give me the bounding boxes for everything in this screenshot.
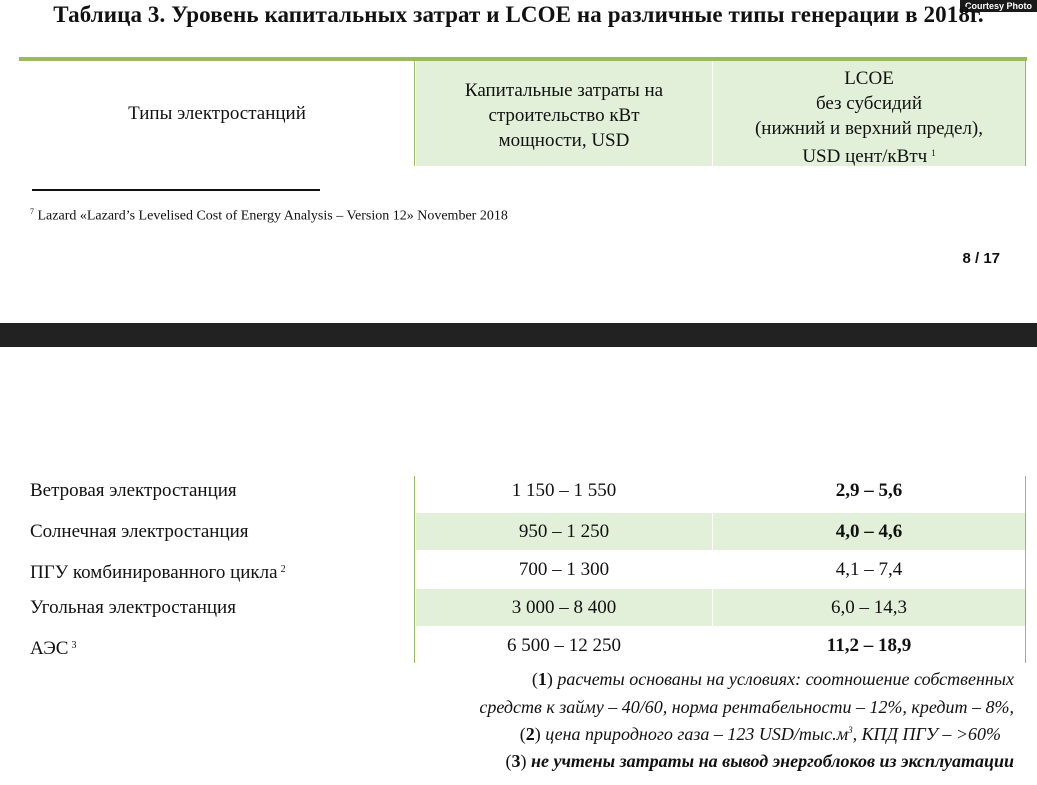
footnote — [30, 207, 508, 225]
header-capex — [416, 78, 712, 153]
note-text-bold: не учтены затраты на вывод энергоблоков из эксплуатации — [530, 751, 1014, 771]
note-1-line-2: средств к займу – 40/60, норма рентабельности – 12%, кредит – 8%, — [479, 697, 1014, 717]
superscript: 3 — [848, 725, 853, 735]
cell-plant-type — [30, 551, 415, 588]
header-lcoe — [713, 66, 1025, 169]
header-lcoe-line — [713, 141, 1025, 169]
cell-capex: 3 000 – 8 400 — [416, 589, 712, 626]
note-3: (3) не учтены затраты на вывод энергоблоков из эксплуатации — [505, 751, 1014, 771]
table-row — [19, 472, 1027, 509]
cell-plant-type — [30, 513, 415, 550]
footnote-ref: 3 — [71, 640, 77, 651]
note-text: расчеты основаны на условиях: соотношение собственных — [557, 669, 1014, 689]
cell-plant-type — [30, 472, 415, 509]
cell-capex: 950 – 1 250 — [416, 513, 712, 550]
note-number: 1 — [537, 669, 547, 689]
table-row — [19, 627, 1027, 664]
courtesy-photo-badge: Courtesy Photo — [960, 0, 1037, 12]
note-text: цена природного газа – 123 USD/тыс.м — [545, 724, 849, 744]
note-number: 2 — [525, 724, 535, 744]
cell-lcoe: 4,0 – 4,6 — [713, 513, 1025, 550]
header-lcoe-line: без субсидий — [815, 93, 923, 114]
cell-lcoe: 6,0 – 14,3 — [713, 589, 1025, 626]
header-capex-line: Капитальные затраты на — [464, 80, 664, 101]
cell-lcoe: 11,2 – 18,9 — [826, 635, 912, 656]
header-lcoe-unit: USD цент/кВтч — [802, 146, 928, 167]
page-break-bar — [0, 323, 1037, 347]
cell-capex: 700 – 1 300 — [518, 559, 610, 580]
header-capex-line: мощности, USD — [498, 130, 630, 151]
table-title: Таблица 3. Уровень капитальных затрат и LCOE на различные типы генерации в 2018г. — [53, 2, 984, 27]
header-capex-line: строительство кВт — [488, 105, 640, 126]
cell-capex: 1 150 – 1 550 — [511, 480, 617, 501]
footnote-text: Lazard «Lazard’s Levelised Cost of Energy Analysis – Version 12» November 2018 — [37, 208, 508, 224]
note-paren: ( — [531, 669, 538, 689]
footnote-separator — [32, 189, 320, 191]
column-divider — [414, 476, 415, 663]
table-row — [19, 513, 1027, 550]
plant-type-label: Солнечная электростанция — [30, 521, 249, 542]
plant-type-label: ПГУ комбинированного цикла — [30, 562, 278, 583]
cell-lcoe: 4,1 – 7,4 — [835, 559, 903, 580]
note-paren: ) — [546, 669, 553, 689]
cell-lcoe: 2,9 – 5,6 — [835, 480, 903, 501]
note-number: 3 — [511, 751, 521, 771]
cell-plant-type — [30, 627, 415, 664]
cell-plant-type — [30, 589, 415, 626]
note-1-line-1 — [532, 669, 1014, 690]
footnote-ref: 2 — [280, 564, 286, 575]
table-row — [19, 551, 1027, 588]
page-number: 8 / 17 — [962, 250, 1000, 267]
header-lcoe-line: (нижний и верхний предел), — [754, 118, 984, 139]
table-row — [19, 589, 1027, 626]
plant-type-label: Ветровая электростанция — [30, 480, 237, 501]
footnote-ref: 1 — [931, 148, 936, 158]
header-plant-types: Типы электростанций — [128, 103, 306, 124]
cell-capex: 6 500 – 12 250 — [507, 635, 621, 656]
header-lcoe-line: LCOE — [844, 68, 894, 89]
note-text: , КПД ПГУ – >60% — [852, 724, 1001, 744]
footnote-mark: 7 — [30, 207, 34, 216]
plant-type-label: Угольная электростанция — [30, 597, 236, 618]
header-divider-right — [1025, 61, 1026, 166]
note-2: (2) цена природного газа – 123 USD/$тыс.м^3$, КПД ПГУ – >60% — [519, 724, 1001, 744]
plant-type-label: АЭС — [30, 638, 69, 659]
column-divider-right — [1025, 476, 1026, 663]
